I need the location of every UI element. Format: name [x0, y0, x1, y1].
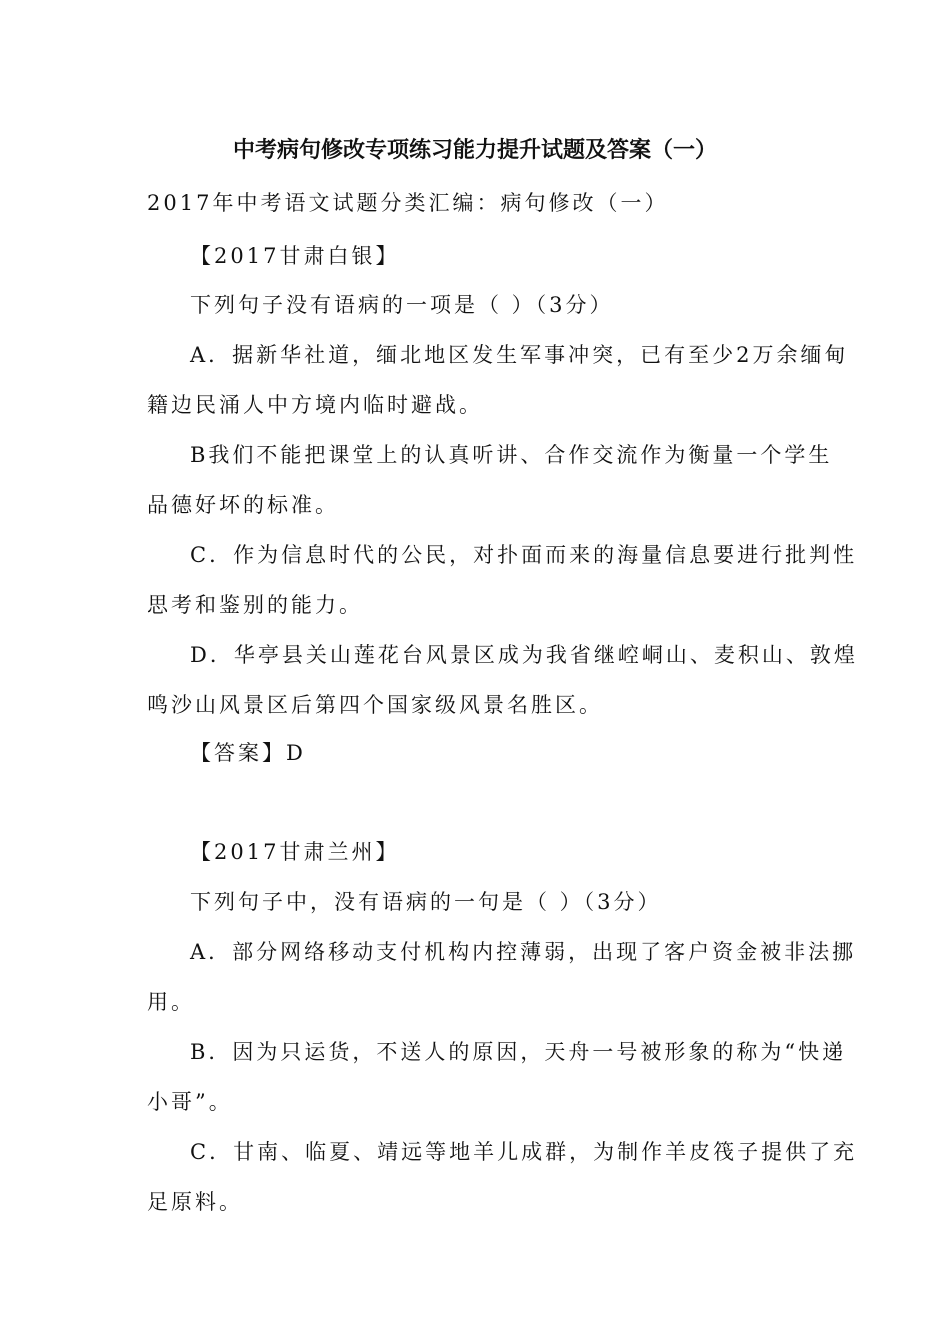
question-text: 下列句子没有语病的一项是（ ）（3分）: [190, 293, 614, 317]
document-title: 中考病句修改专项练习能力提升试题及答案（一）: [232, 138, 717, 163]
option-c-line2: 思考和鉴别的能力。: [147, 593, 363, 617]
option-a-line1: A．据新华社道，缅北地区发生军事冲突，已有至少2万余缅甸: [190, 343, 849, 367]
option-a-line1: A．部分网络移动支付机构内控薄弱，出现了客户资金被非法挪: [190, 940, 857, 964]
option-b-line2: 小哥”。: [147, 1090, 233, 1114]
option-d-line1: D．华亭县关山莲花台风景区成为我省继崆峒山、麦积山、敦煌: [190, 643, 858, 667]
section-source: 【2017甘肃兰州】: [190, 840, 400, 864]
option-d-line2: 鸣沙山风景区后第四个国家级风景名胜区。: [147, 693, 603, 717]
question-text: 下列句子中，没有语病的一句是（ ）（3分）: [190, 890, 662, 914]
option-a-line2: 籍边民涌人中方境内临时避战。: [147, 393, 483, 417]
section-source: 【2017甘肃白银】: [190, 244, 400, 268]
document-subtitle: 2017年中考语文试题分类汇编：病句修改（一）: [147, 191, 669, 215]
option-b-line1: B我们不能把课堂上的认真听讲、合作交流作为衡量一个学生: [190, 443, 833, 467]
option-b-line2: 品德好坏的标准。: [147, 493, 339, 517]
answer-text: 【答案】D: [190, 741, 306, 765]
option-c-line1: C．甘南、临夏、靖远等地羊儿成群，为制作羊皮筏子提供了充: [190, 1140, 858, 1164]
option-b-line1: B．因为只运货，不送人的原因，天舟一号被形象的称为“快递: [190, 1040, 847, 1064]
option-a-line2: 用。: [147, 990, 195, 1014]
option-c-line1: C．作为信息时代的公民，对扑面而来的海量信息要进行批判性: [190, 543, 858, 567]
option-c-line2: 足原料。: [147, 1190, 243, 1214]
